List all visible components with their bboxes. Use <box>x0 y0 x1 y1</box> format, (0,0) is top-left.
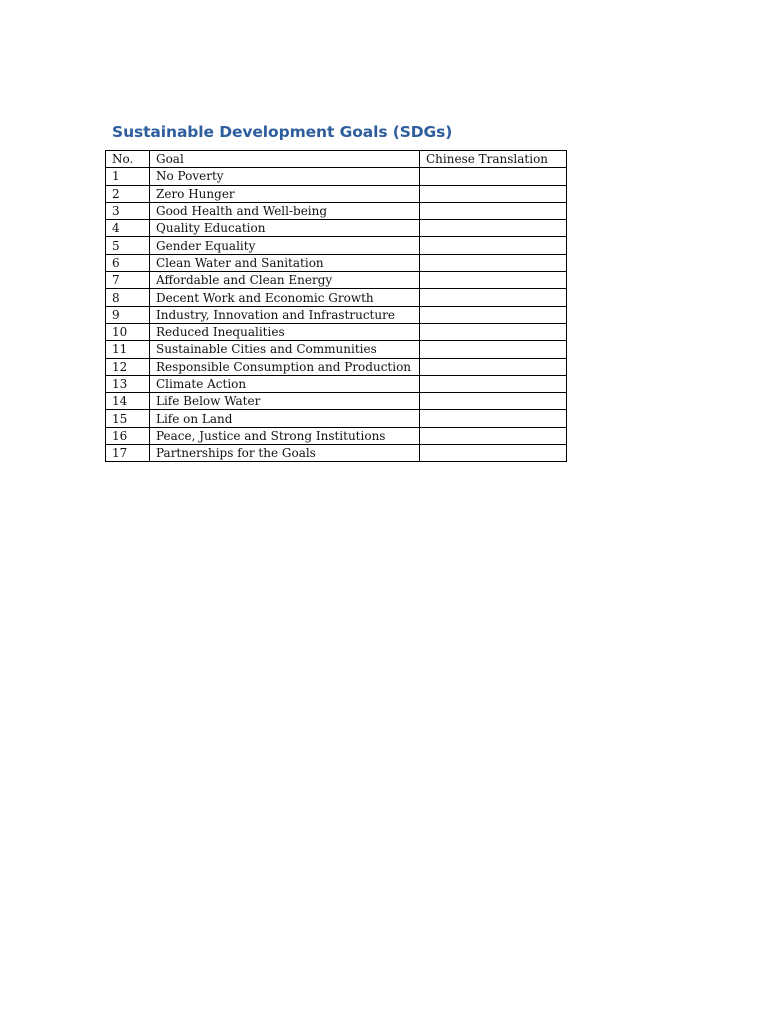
cell-no: 5 <box>106 237 150 254</box>
cell-chinese-translation[interactable] <box>420 202 567 219</box>
cell-goal: Partnerships for the Goals <box>150 445 420 462</box>
cell-goal: Climate Action <box>150 375 420 392</box>
cell-goal: Reduced Inequalities <box>150 323 420 340</box>
cell-goal: Gender Equality <box>150 237 420 254</box>
cell-chinese-translation[interactable] <box>420 237 567 254</box>
cell-chinese-translation[interactable] <box>420 358 567 375</box>
cell-no: 14 <box>106 393 150 410</box>
table-row <box>106 341 567 358</box>
cell-goal: Responsible Consumption and Production <box>150 358 420 375</box>
cell-no: 9 <box>106 306 150 323</box>
cell-no: 10 <box>106 323 150 340</box>
cell-no: 13 <box>106 375 150 392</box>
table-row <box>106 168 567 185</box>
table-row <box>106 289 567 306</box>
table-row <box>106 445 567 462</box>
cell-no: 8 <box>106 289 150 306</box>
cell-chinese-translation[interactable] <box>420 289 567 306</box>
cell-goal: Life on Land <box>150 410 420 427</box>
table-row <box>106 185 567 202</box>
cell-chinese-translation[interactable] <box>420 220 567 237</box>
table-row <box>106 237 567 254</box>
cell-goal: Sustainable Cities and Communities <box>150 341 420 358</box>
header-no: No. <box>106 151 150 168</box>
cell-no: 12 <box>106 358 150 375</box>
cell-chinese-translation[interactable] <box>420 410 567 427</box>
table-row <box>106 306 567 323</box>
cell-chinese-translation[interactable] <box>420 185 567 202</box>
cell-goal: Quality Education <box>150 220 420 237</box>
table-row <box>106 375 567 392</box>
table-row <box>106 323 567 340</box>
document-title: Sustainable Development Goals (SDGs) <box>112 123 453 141</box>
cell-no: 17 <box>106 445 150 462</box>
cell-no: 1 <box>106 168 150 185</box>
header-chinese-translation: Chinese Translation <box>420 151 567 168</box>
cell-chinese-translation[interactable] <box>420 427 567 444</box>
cell-chinese-translation[interactable] <box>420 323 567 340</box>
cell-goal: Clean Water and Sanitation <box>150 254 420 271</box>
cell-goal: Affordable and Clean Energy <box>150 272 420 289</box>
cell-goal: Zero Hunger <box>150 185 420 202</box>
cell-chinese-translation[interactable] <box>420 168 567 185</box>
cell-goal: Industry, Innovation and Infrastructure <box>150 306 420 323</box>
header-goal: Goal <box>150 151 420 168</box>
cell-no: 16 <box>106 427 150 444</box>
cell-chinese-translation[interactable] <box>420 445 567 462</box>
cell-no: 15 <box>106 410 150 427</box>
table-row <box>106 393 567 410</box>
table-header-row <box>106 151 567 168</box>
cell-goal: Life Below Water <box>150 393 420 410</box>
cell-goal: Decent Work and Economic Growth <box>150 289 420 306</box>
table-row <box>106 202 567 219</box>
cell-no: 6 <box>106 254 150 271</box>
sdg-table <box>105 150 567 462</box>
table-row <box>106 410 567 427</box>
cell-chinese-translation[interactable] <box>420 272 567 289</box>
cell-no: 7 <box>106 272 150 289</box>
cell-no: 4 <box>106 220 150 237</box>
cell-chinese-translation[interactable] <box>420 375 567 392</box>
cell-chinese-translation[interactable] <box>420 393 567 410</box>
table-row <box>106 358 567 375</box>
cell-no: 3 <box>106 202 150 219</box>
table-row <box>106 254 567 271</box>
cell-no: 11 <box>106 341 150 358</box>
cell-chinese-translation[interactable] <box>420 254 567 271</box>
cell-goal: Peace, Justice and Strong Institutions <box>150 427 420 444</box>
table-row <box>106 427 567 444</box>
cell-chinese-translation[interactable] <box>420 306 567 323</box>
cell-goal: No Poverty <box>150 168 420 185</box>
table-row <box>106 220 567 237</box>
table-row <box>106 272 567 289</box>
cell-chinese-translation[interactable] <box>420 341 567 358</box>
cell-no: 2 <box>106 185 150 202</box>
cell-goal: Good Health and Well-being <box>150 202 420 219</box>
